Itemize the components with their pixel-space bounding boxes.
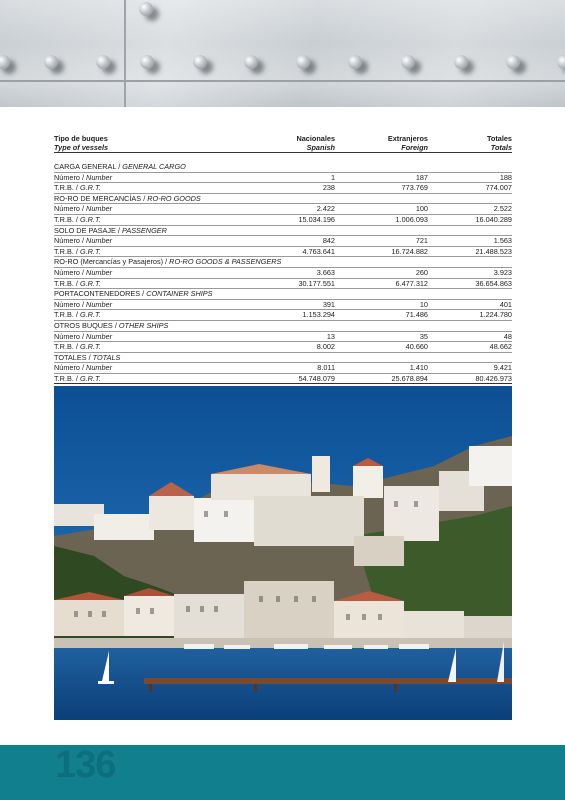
- section-title: [54, 194, 201, 204]
- row-label: [54, 268, 112, 278]
- cell-national: 2.422: [316, 204, 335, 214]
- table-row: [54, 310, 512, 321]
- cell-foreign: 100: [415, 204, 428, 214]
- cell-foreign: 773.769: [401, 183, 428, 193]
- cell-foreign: 6.477.312: [395, 278, 428, 288]
- cell-total: 21.488.523: [475, 246, 512, 256]
- table-row: [54, 247, 512, 258]
- cell-national: 1: [330, 172, 335, 182]
- row-label-es: T.R.B. /: [54, 246, 78, 256]
- cell-national: 15.034.196: [298, 214, 335, 224]
- row-label-es: T.R.B. /: [54, 342, 78, 352]
- header-national-en: Spanish: [306, 143, 335, 152]
- row-label-es: Número /: [54, 363, 85, 373]
- section-header: [54, 289, 512, 300]
- cell-national: 8.002: [316, 342, 335, 352]
- cell-total: 48: [503, 331, 512, 341]
- row-label-es: Número /: [54, 299, 85, 309]
- cell-foreign: 1.006.093: [395, 214, 428, 224]
- row-label-es: T.R.B. /: [54, 214, 78, 224]
- rivet-icon: [244, 55, 258, 69]
- row-label-es: Número /: [54, 172, 85, 182]
- cell-total: 188: [499, 172, 512, 182]
- cell-total: 9.421: [493, 363, 512, 373]
- row-label: [54, 310, 101, 320]
- row-label: [54, 332, 112, 342]
- section-title-en: GENERAL CARGO: [122, 162, 186, 171]
- table-body: [54, 162, 512, 384]
- table-row: [54, 332, 512, 343]
- row-label-en: Number: [86, 331, 112, 341]
- section-header: [54, 162, 512, 173]
- section-title-es: TOTALES /: [54, 352, 91, 362]
- row-label: [54, 279, 101, 289]
- row-label: [54, 173, 112, 183]
- cell-total: 48.662: [489, 342, 512, 352]
- cell-national: 8.011: [317, 363, 335, 373]
- table-row: [54, 342, 512, 353]
- vessel-statistics-table: [54, 132, 512, 384]
- table-row: [54, 268, 512, 279]
- cell-foreign: 71.486: [405, 310, 428, 320]
- row-label-es: Número /: [54, 204, 85, 214]
- row-label-en: G.R.T.: [79, 246, 101, 256]
- row-label: [54, 183, 101, 193]
- section-header: [54, 226, 512, 237]
- cell-national: 54.748.079: [298, 373, 335, 383]
- row-label-es: T.R.B. /: [54, 373, 78, 383]
- rivet-icon: [401, 55, 415, 69]
- cell-national: 4.763.641: [302, 246, 335, 256]
- table-row: [54, 204, 512, 215]
- section-header: [54, 321, 512, 332]
- cell-foreign: 25.678.894: [391, 373, 428, 383]
- rivet-icon: [296, 55, 310, 69]
- row-label-en: G.R.T.: [79, 214, 101, 224]
- row-label: [54, 300, 112, 310]
- section-title: [54, 353, 120, 363]
- page-footer-band: [0, 745, 565, 800]
- cell-foreign: 10: [419, 299, 428, 309]
- row-label: [54, 363, 112, 373]
- row-label-es: T.R.B. /: [54, 183, 78, 193]
- rivet-icon: [139, 2, 153, 16]
- rivet-icon: [193, 55, 207, 69]
- row-label-es: T.R.B. /: [54, 278, 78, 288]
- row-label: [54, 236, 112, 246]
- cell-national: 13: [326, 331, 335, 341]
- cell-national: 391: [322, 299, 335, 309]
- page-number: 136: [55, 744, 116, 786]
- row-label-en: Number: [86, 204, 112, 214]
- table-row: [54, 236, 512, 247]
- cell-foreign: 16.724.882: [391, 246, 428, 256]
- section-title-en: OTHER SHIPS: [118, 320, 169, 330]
- section-header: [54, 353, 512, 364]
- rivet-icon: [557, 55, 565, 69]
- cell-total: 16.040.289: [475, 214, 512, 224]
- cell-total: 1.563: [493, 236, 512, 246]
- cell-national: 3.663: [316, 267, 335, 277]
- cell-total: 1.224.780: [479, 310, 512, 320]
- header-foreign-es: Extranjeros: [387, 134, 428, 143]
- table-header: [54, 132, 512, 153]
- rivet-icon: [96, 55, 110, 69]
- row-label-en: G.R.T.: [79, 342, 101, 352]
- row-label-en: Number: [86, 299, 112, 309]
- section-title: [54, 226, 167, 236]
- row-label-es: Número /: [54, 236, 85, 246]
- row-label: [54, 215, 101, 225]
- section-title-en: CONTAINER SHIPS: [146, 289, 213, 299]
- cell-total: 774.007: [485, 183, 512, 193]
- section-title-es: SOLO DE PASAJE /: [54, 225, 120, 235]
- row-label-en: G.R.T.: [79, 373, 101, 383]
- metal-sheen: [0, 0, 565, 107]
- table-row: [54, 183, 512, 194]
- riveted-metal-banner: [0, 0, 565, 107]
- section-header: [54, 194, 512, 205]
- section-title-es: RO-RO DE MERCANCÍAS /: [54, 193, 146, 203]
- cell-total: 2.522: [493, 204, 512, 214]
- row-label: [54, 204, 112, 214]
- row-label-es: Número /: [54, 331, 85, 341]
- row-label: [54, 374, 101, 384]
- cell-foreign: 260: [415, 267, 428, 277]
- section-title-en: RO-RO GOODS: [147, 193, 201, 203]
- table-row: [54, 215, 512, 226]
- section-title-es: CARGA GENERAL /: [54, 162, 121, 171]
- cell-total: 80.426.973: [475, 373, 512, 383]
- section-title-es: OTROS BUQUES /: [54, 320, 117, 330]
- rivet-icon: [140, 55, 154, 69]
- row-label-en: Number: [86, 267, 112, 277]
- section-header: [54, 257, 512, 268]
- header-type-en: Type of vessels: [54, 143, 109, 152]
- row-label-en: Number: [86, 363, 112, 373]
- table-row: [54, 173, 512, 184]
- table-row: [54, 374, 512, 385]
- vertical-seam: [124, 0, 126, 107]
- section-title: [54, 321, 168, 331]
- cell-total: 36.654.863: [475, 278, 512, 288]
- cell-foreign: 187: [415, 172, 428, 182]
- row-label-en: Number: [86, 172, 112, 182]
- cell-national: 1.153.294: [302, 310, 335, 320]
- section-title-es: PORTACONTENEDORES /: [54, 289, 145, 299]
- cell-foreign: 40.660: [405, 342, 428, 352]
- row-label-en: Number: [86, 236, 112, 246]
- header-foreign-en: Foreign: [401, 143, 428, 152]
- section-title-es: RO-RO (Mercancías y Pasajeros) /: [54, 257, 168, 267]
- cell-foreign: 721: [415, 236, 428, 246]
- row-label: [54, 247, 101, 257]
- harbour-illustration: [54, 386, 512, 720]
- cell-foreign: 35: [419, 331, 428, 341]
- cell-national: 30.177.551: [298, 278, 335, 288]
- cell-national: 842: [322, 236, 335, 246]
- row-label-es: Número /: [54, 267, 85, 277]
- row-label-es: T.R.B. /: [54, 310, 78, 320]
- section-title: [54, 162, 186, 172]
- section-title: [54, 257, 281, 267]
- rivet-icon: [506, 55, 520, 69]
- rivet-icon: [348, 55, 362, 69]
- header-national-es: Nacionales: [296, 134, 335, 143]
- table-row: [54, 363, 512, 374]
- cell-national: 238: [322, 183, 335, 193]
- cell-total: 3.923: [493, 267, 512, 277]
- harbour-town-photo: [54, 386, 512, 720]
- cell-total: 401: [499, 299, 512, 309]
- cell-foreign: 1.410: [409, 363, 428, 373]
- header-totals-en: Totals: [490, 143, 512, 152]
- rivet-icon: [44, 55, 58, 69]
- rivet-icon: [454, 55, 468, 69]
- section-title-en: PASSENGER: [122, 225, 167, 235]
- row-label: [54, 342, 101, 352]
- section-title-en: RO-RO GOODS & PASSENGERS: [169, 257, 282, 267]
- header-totals-es: Totales: [486, 134, 512, 143]
- row-label-en: G.R.T.: [79, 310, 101, 320]
- table-row: [54, 300, 512, 311]
- horizontal-seam: [0, 80, 565, 82]
- table-row: [54, 279, 512, 290]
- section-title: [54, 289, 213, 299]
- header-type-es: Tipo de buques: [54, 134, 108, 143]
- row-label-en: G.R.T.: [79, 183, 101, 193]
- row-label-en: G.R.T.: [79, 278, 101, 288]
- section-title-en: TOTALS: [92, 352, 121, 362]
